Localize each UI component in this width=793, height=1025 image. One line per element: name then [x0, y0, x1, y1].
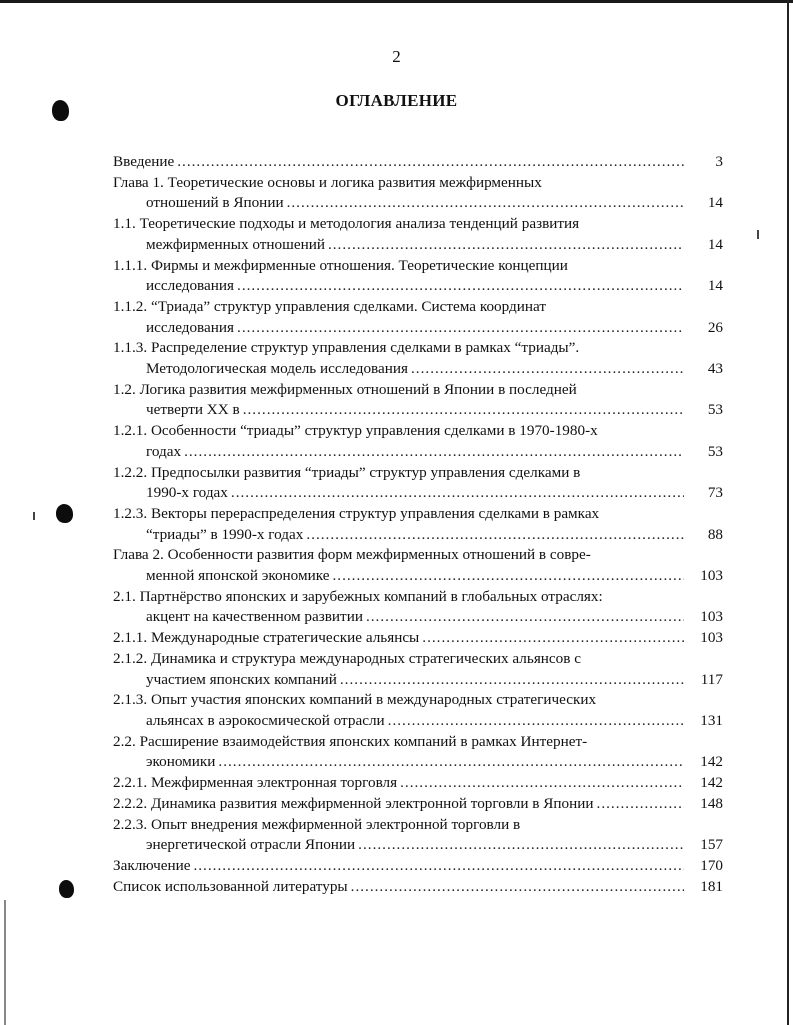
toc-page-number: 170	[700, 856, 723, 874]
dot-leader	[237, 318, 684, 339]
toc-entry-title: 2.2.3. Опыт внедрения межфирменной электронной торговли в	[113, 815, 521, 833]
toc-entry-title: 1.2.2. Предпосылки развития “триады” структур управления сделками в	[113, 463, 581, 481]
toc-entry-title-continued: энергетической отрасли Японии	[146, 836, 356, 854]
toc-entry	[113, 214, 723, 255]
toc-entry	[113, 587, 723, 628]
dot-leader	[332, 566, 684, 587]
toc-entry	[113, 545, 723, 586]
toc-entry-title-continued: акцент на качественном развитии	[146, 608, 363, 626]
toc-entry	[113, 297, 723, 338]
toc-page-number: 26	[707, 318, 723, 336]
toc-entry-title-continued: участием японских компаний	[146, 670, 337, 688]
toc-entry-title-continued: “триады” в 1990-х годах	[146, 525, 304, 543]
toc-page-number: 3	[715, 153, 723, 170]
toc-entry-row	[113, 566, 723, 587]
toc-entry-title-continued: 1990-х годах	[146, 484, 228, 502]
toc-entry-row	[113, 152, 723, 173]
toc-page-number: 14	[707, 194, 723, 212]
toc-entry	[113, 732, 723, 773]
toc-entry-title: 1.1. Теоретические подходы и методология анализа тенденций развития	[113, 215, 580, 233]
toc-entry-row	[113, 318, 723, 339]
dot-leader	[422, 628, 684, 649]
scan-speck	[33, 512, 35, 520]
toc-entry	[113, 504, 723, 545]
toc-entry-title-continued: экономики	[146, 753, 216, 771]
toc-entry-title-continued: исследования	[146, 277, 235, 295]
toc-page-number: 103	[700, 629, 723, 647]
dot-leader	[306, 525, 684, 546]
toc-entry	[113, 649, 723, 690]
toc-entry	[113, 794, 723, 815]
toc-page-number: 142	[700, 753, 723, 771]
toc-entry-title: 2.2.2. Динамика развития межфирменной электронной торговли в Японии	[113, 794, 594, 812]
toc-page-number: 148	[700, 794, 723, 812]
toc-entry-title: 1.1.1. Фирмы и межфирменные отношения. Теоретические концепции	[113, 256, 568, 274]
dot-leader	[218, 752, 684, 773]
dot-leader	[597, 794, 684, 815]
toc-entry-title: 2.1. Партнёрство японских и зарубежных компаний в глобальных отраслях:	[113, 587, 603, 605]
dot-leader	[237, 276, 684, 297]
toc-entry-title: 1.1.2. “Триада” структур управления сделками. Система координат	[113, 297, 546, 315]
toc-entry-title: Заключение	[113, 856, 191, 874]
toc-entry-title: 1.2. Логика развития межфирменных отношений в Японии в последней	[113, 380, 577, 398]
toc-entry-row	[113, 525, 723, 546]
toc-entry-title: 2.1.2. Динамика и структура международных стратегических альянсов с	[113, 649, 581, 667]
toc-page-number: 117	[700, 670, 723, 688]
toc-entry	[113, 628, 723, 649]
toc-entry-title-continued: межфирменных отношений	[146, 235, 325, 253]
dot-leader	[184, 442, 684, 463]
toc-entry-title: Список использованной литературы	[113, 877, 348, 895]
toc-entry-title: 2.1.3. Опыт участия японских компаний в международных стратегических	[113, 691, 597, 709]
toc-entry	[113, 256, 723, 297]
dot-leader	[231, 483, 684, 504]
toc-entry-row	[113, 670, 723, 691]
toc-entry-title: 1.2.1. Особенности “триады” структур управления сделками в 1970-1980-х	[113, 422, 598, 440]
toc-entry	[113, 463, 723, 504]
page-title: ОГЛАВЛЕНИЕ	[335, 91, 458, 110]
toc-entry-title-continued: отношений в Японии	[146, 194, 284, 212]
dot-leader	[358, 835, 684, 856]
dot-leader	[351, 877, 684, 898]
toc-entry-title-continued: годах	[146, 442, 182, 460]
toc-entry	[113, 877, 723, 898]
toc-entry-title: Глава 2. Особенности развития форм межфирменных отношений в совре-	[113, 546, 591, 564]
toc-entry-row	[113, 877, 723, 898]
toc-page-number: 103	[700, 567, 723, 585]
toc-entry-row	[113, 235, 723, 256]
toc-entry	[113, 856, 723, 877]
toc-entry-row	[113, 773, 723, 794]
dot-leader	[177, 152, 684, 173]
scan-right-edge	[787, 0, 789, 1025]
toc-entry-title: Глава 1. Теоретические основы и логика развития межфирменных	[113, 173, 542, 191]
toc-entry-row	[113, 483, 723, 504]
dot-leader	[340, 670, 684, 691]
toc-page-number: 131	[700, 711, 723, 729]
scan-left-edge	[4, 900, 6, 1025]
punch-hole-mark	[56, 504, 73, 523]
toc-entry-title: 2.1.1. Международные стратегические альянсы	[113, 629, 420, 647]
dot-leader	[388, 711, 684, 732]
toc-entry-row	[113, 856, 723, 877]
toc-page-number: 142	[700, 774, 723, 792]
toc-entry-title: 1.2.3. Векторы перераспределения структур управления сделками в рамках	[113, 504, 600, 522]
toc-entry-title-continued: альянсах в аэрокосмической отрасли	[146, 711, 385, 729]
dot-leader	[243, 400, 684, 421]
toc-entry-row	[113, 607, 723, 628]
toc-entry-row	[113, 628, 723, 649]
toc-entry-title-continued: Методологическая модель исследования	[146, 360, 408, 378]
toc-page-number: 88	[707, 525, 723, 543]
toc-entry	[113, 173, 723, 214]
table-of-contents	[113, 152, 723, 897]
toc-entry	[113, 338, 723, 379]
toc-entry	[113, 152, 723, 173]
toc-page-number: 14	[707, 235, 723, 253]
toc-entry-title: 2.2. Расширение взаимодействия японских компаний в рамках Интернет-	[113, 732, 588, 750]
toc-entry-row	[113, 711, 723, 732]
toc-entry	[113, 421, 723, 462]
toc-entry-row	[113, 835, 723, 856]
toc-entry-title-continued: менной японской экономике	[146, 567, 330, 585]
toc-page-number: 73	[707, 484, 723, 502]
toc-entry-row	[113, 794, 723, 815]
toc-page-number: 103	[700, 608, 723, 626]
toc-entry-row	[113, 359, 723, 380]
scan-top-edge	[0, 0, 793, 3]
toc-page-number: 14	[707, 277, 723, 295]
dot-leader	[287, 193, 684, 214]
toc-entry	[113, 380, 723, 421]
toc-page-number: 53	[707, 401, 723, 419]
toc-entry	[113, 815, 723, 856]
toc-entry-row	[113, 193, 723, 214]
toc-entry-row	[113, 442, 723, 463]
dot-leader	[193, 856, 684, 877]
dot-leader	[328, 235, 684, 256]
page-number: 2	[392, 47, 401, 66]
toc-entry-row	[113, 752, 723, 773]
toc-page-number: 43	[707, 360, 723, 378]
toc-entry-row	[113, 400, 723, 421]
dot-leader	[366, 607, 684, 628]
toc-entry-title-continued: исследования	[146, 318, 235, 336]
dot-leader	[411, 359, 684, 380]
toc-page-number: 181	[700, 877, 723, 895]
dot-leader	[400, 773, 684, 794]
toc-entry-title: 2.2.1. Межфирменная электронная торговля	[113, 774, 398, 792]
toc-page-number: 53	[707, 442, 723, 460]
punch-hole-mark	[59, 880, 74, 898]
scan-speck	[757, 230, 759, 239]
toc-entry-title: 1.1.3. Распределение структур управления сделками в рамках “триады”.	[113, 339, 580, 357]
toc-page-number: 157	[700, 836, 723, 854]
toc-entry-row	[113, 276, 723, 297]
toc-entry	[113, 773, 723, 794]
toc-entry-title-continued: четверти XX в	[146, 401, 240, 419]
toc-entry-title: Введение	[113, 153, 175, 170]
toc-entry	[113, 690, 723, 731]
